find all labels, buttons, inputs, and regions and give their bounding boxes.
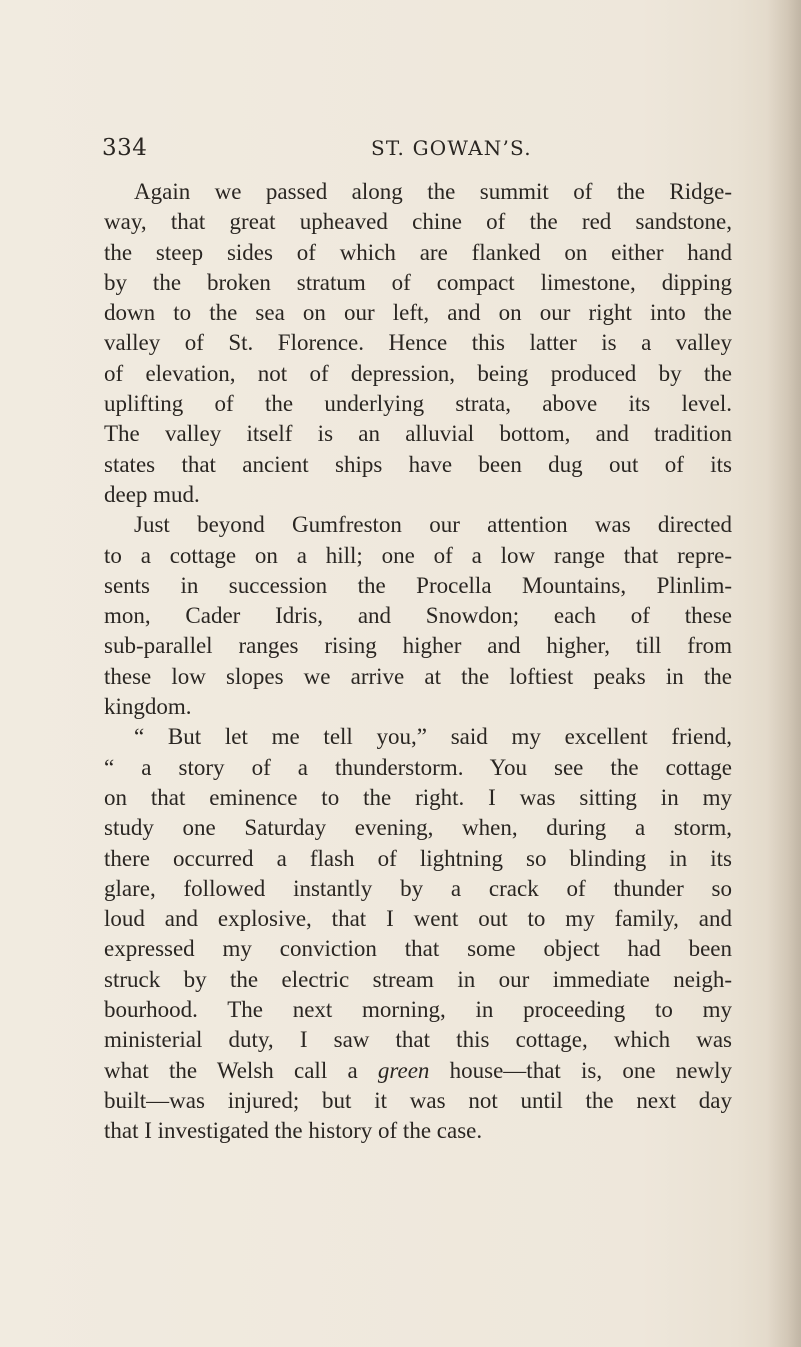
text-line: these low slopes we arrive at the loftiest peaks in the — [104, 663, 732, 689]
text-line: sents in succession the Procella Mountains, Plinlim- — [104, 572, 732, 598]
text-line: way, that great upheaved chine of the red sandstone, — [104, 209, 732, 235]
text-line: bourhood. The next morning, in proceeding to my — [104, 997, 732, 1023]
text-line: deep mud. — [104, 481, 200, 507]
text-line: ministerial duty, I saw that this cottage, which was — [104, 1027, 732, 1053]
text-line: study one Saturday evening, when, during a storm, — [104, 815, 732, 841]
running-head — [102, 131, 702, 165]
running-title: ST. GOWAN’S. — [371, 136, 532, 160]
text-line: sub-parallel ranges rising higher and higher, till from — [104, 633, 732, 659]
text-line: to a cottage on a hill; one of a low range that repre- — [104, 542, 732, 568]
text-line: uplifting of the underlying strata, above its level. — [104, 391, 732, 417]
text-line: valley of St. Florence. Hence this latter is a valley — [104, 330, 732, 356]
text-line: Again we passed along the summit of the Ridge- — [134, 179, 732, 204]
emphasized-word: green — [377, 1057, 430, 1083]
body-text — [104, 177, 732, 1147]
text-line: mon, Cader Idris, and Snowdon; each of these — [104, 603, 732, 629]
text-line: down to the sea on our left, and on our right into the — [104, 300, 732, 326]
text-line: there occurred a flash of lightning so blinding in its — [104, 845, 732, 871]
text-line: glare, followed instantly by a crack of thunder so — [104, 875, 732, 901]
text-line: built—was injured; but it was not until the next day — [104, 1087, 732, 1113]
text-line: loud and explosive, that I went out to my family, and — [104, 906, 732, 932]
text-line: that I investigated the history of the case. — [104, 1118, 483, 1144]
text-line: The valley itself is an alluvial bottom, and tradition — [104, 421, 732, 447]
text-line: what the Welsh call a green house—that is, one newly — [104, 1057, 732, 1083]
text-line: states that ancient ships have been dug out of its — [104, 451, 732, 477]
text-line: the steep sides of which are flanked on either hand — [104, 239, 732, 265]
text-line: “ a story of a thunderstorm. You see the cottage — [104, 754, 732, 780]
text-line: of elevation, not of depression, being produced by the — [104, 360, 732, 386]
text-line: expressed my conviction that some object had been — [104, 936, 732, 962]
text-line: “ But let me tell you,” said my excellent friend, — [134, 724, 732, 750]
text-line: Just beyond Gumfreston our attention was directed — [134, 512, 732, 538]
page-edge-shadow — [767, 0, 801, 1347]
text-line: by the broken stratum of compact limestone, dipping — [104, 269, 732, 295]
page-number: 334 — [102, 135, 148, 161]
text-line: kingdom. — [104, 694, 192, 720]
text-line: on that eminence to the right. I was sitting in my — [104, 784, 732, 810]
text-line: struck by the electric stream in our immediate neigh- — [104, 966, 732, 992]
